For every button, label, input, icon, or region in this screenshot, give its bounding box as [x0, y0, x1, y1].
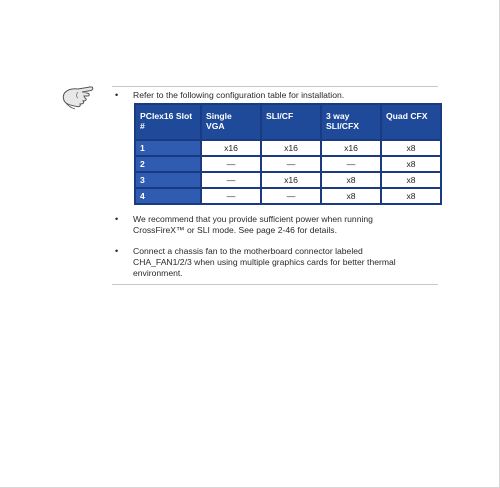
cell-single: —	[201, 172, 261, 188]
header-single-vga: Single VGA	[201, 104, 261, 140]
cell-single: x16	[201, 140, 261, 156]
cell-3way: x8	[321, 172, 381, 188]
cell-slot: 2	[135, 156, 201, 172]
table-row	[135, 172, 441, 188]
fan-note: Connect a chassis fan to the motherboard connector labeled CHA_FAN1/2/3 when using multiple graphics cards for better thermal environment.	[133, 246, 396, 279]
cell-3way: x8	[321, 188, 381, 204]
cell-quad: x8	[381, 172, 441, 188]
bullet-marker: •	[115, 246, 119, 256]
cell-sli: —	[261, 156, 321, 172]
top-divider	[112, 86, 438, 87]
cell-slot: 4	[135, 188, 201, 204]
cell-slot: 1	[135, 140, 201, 156]
pointing-hand-icon	[60, 82, 98, 112]
cell-sli: x16	[261, 140, 321, 156]
cell-quad: x8	[381, 188, 441, 204]
header-sli-cf: SLI/CF	[261, 104, 321, 140]
bullet-marker: •	[115, 90, 119, 100]
cell-sli: x16	[261, 172, 321, 188]
cell-3way: x16	[321, 140, 381, 156]
cell-quad: x8	[381, 156, 441, 172]
table-row	[135, 188, 441, 204]
bottom-divider	[112, 284, 438, 285]
header-quad-cfx: Quad CFX	[381, 104, 441, 140]
cell-single: —	[201, 188, 261, 204]
cell-single: —	[201, 156, 261, 172]
cell-slot: 3	[135, 172, 201, 188]
cell-3way: —	[321, 156, 381, 172]
cell-quad: x8	[381, 140, 441, 156]
table-row	[135, 156, 441, 172]
table-row	[135, 140, 441, 156]
cell-sli: —	[261, 188, 321, 204]
header-slot: PCIex16 Slot #	[135, 104, 201, 140]
table-header-row	[135, 104, 441, 140]
intro-text: Refer to the following configuration table for installation.	[133, 90, 345, 100]
header-3way: 3 way SLI/CFX	[321, 104, 381, 140]
bullet-marker: •	[115, 214, 119, 224]
configuration-table	[134, 103, 442, 205]
power-note: We recommend that you provide sufficient power when running CrossFireX™ or SLI mode. See page 2-46 for details.	[133, 214, 373, 236]
